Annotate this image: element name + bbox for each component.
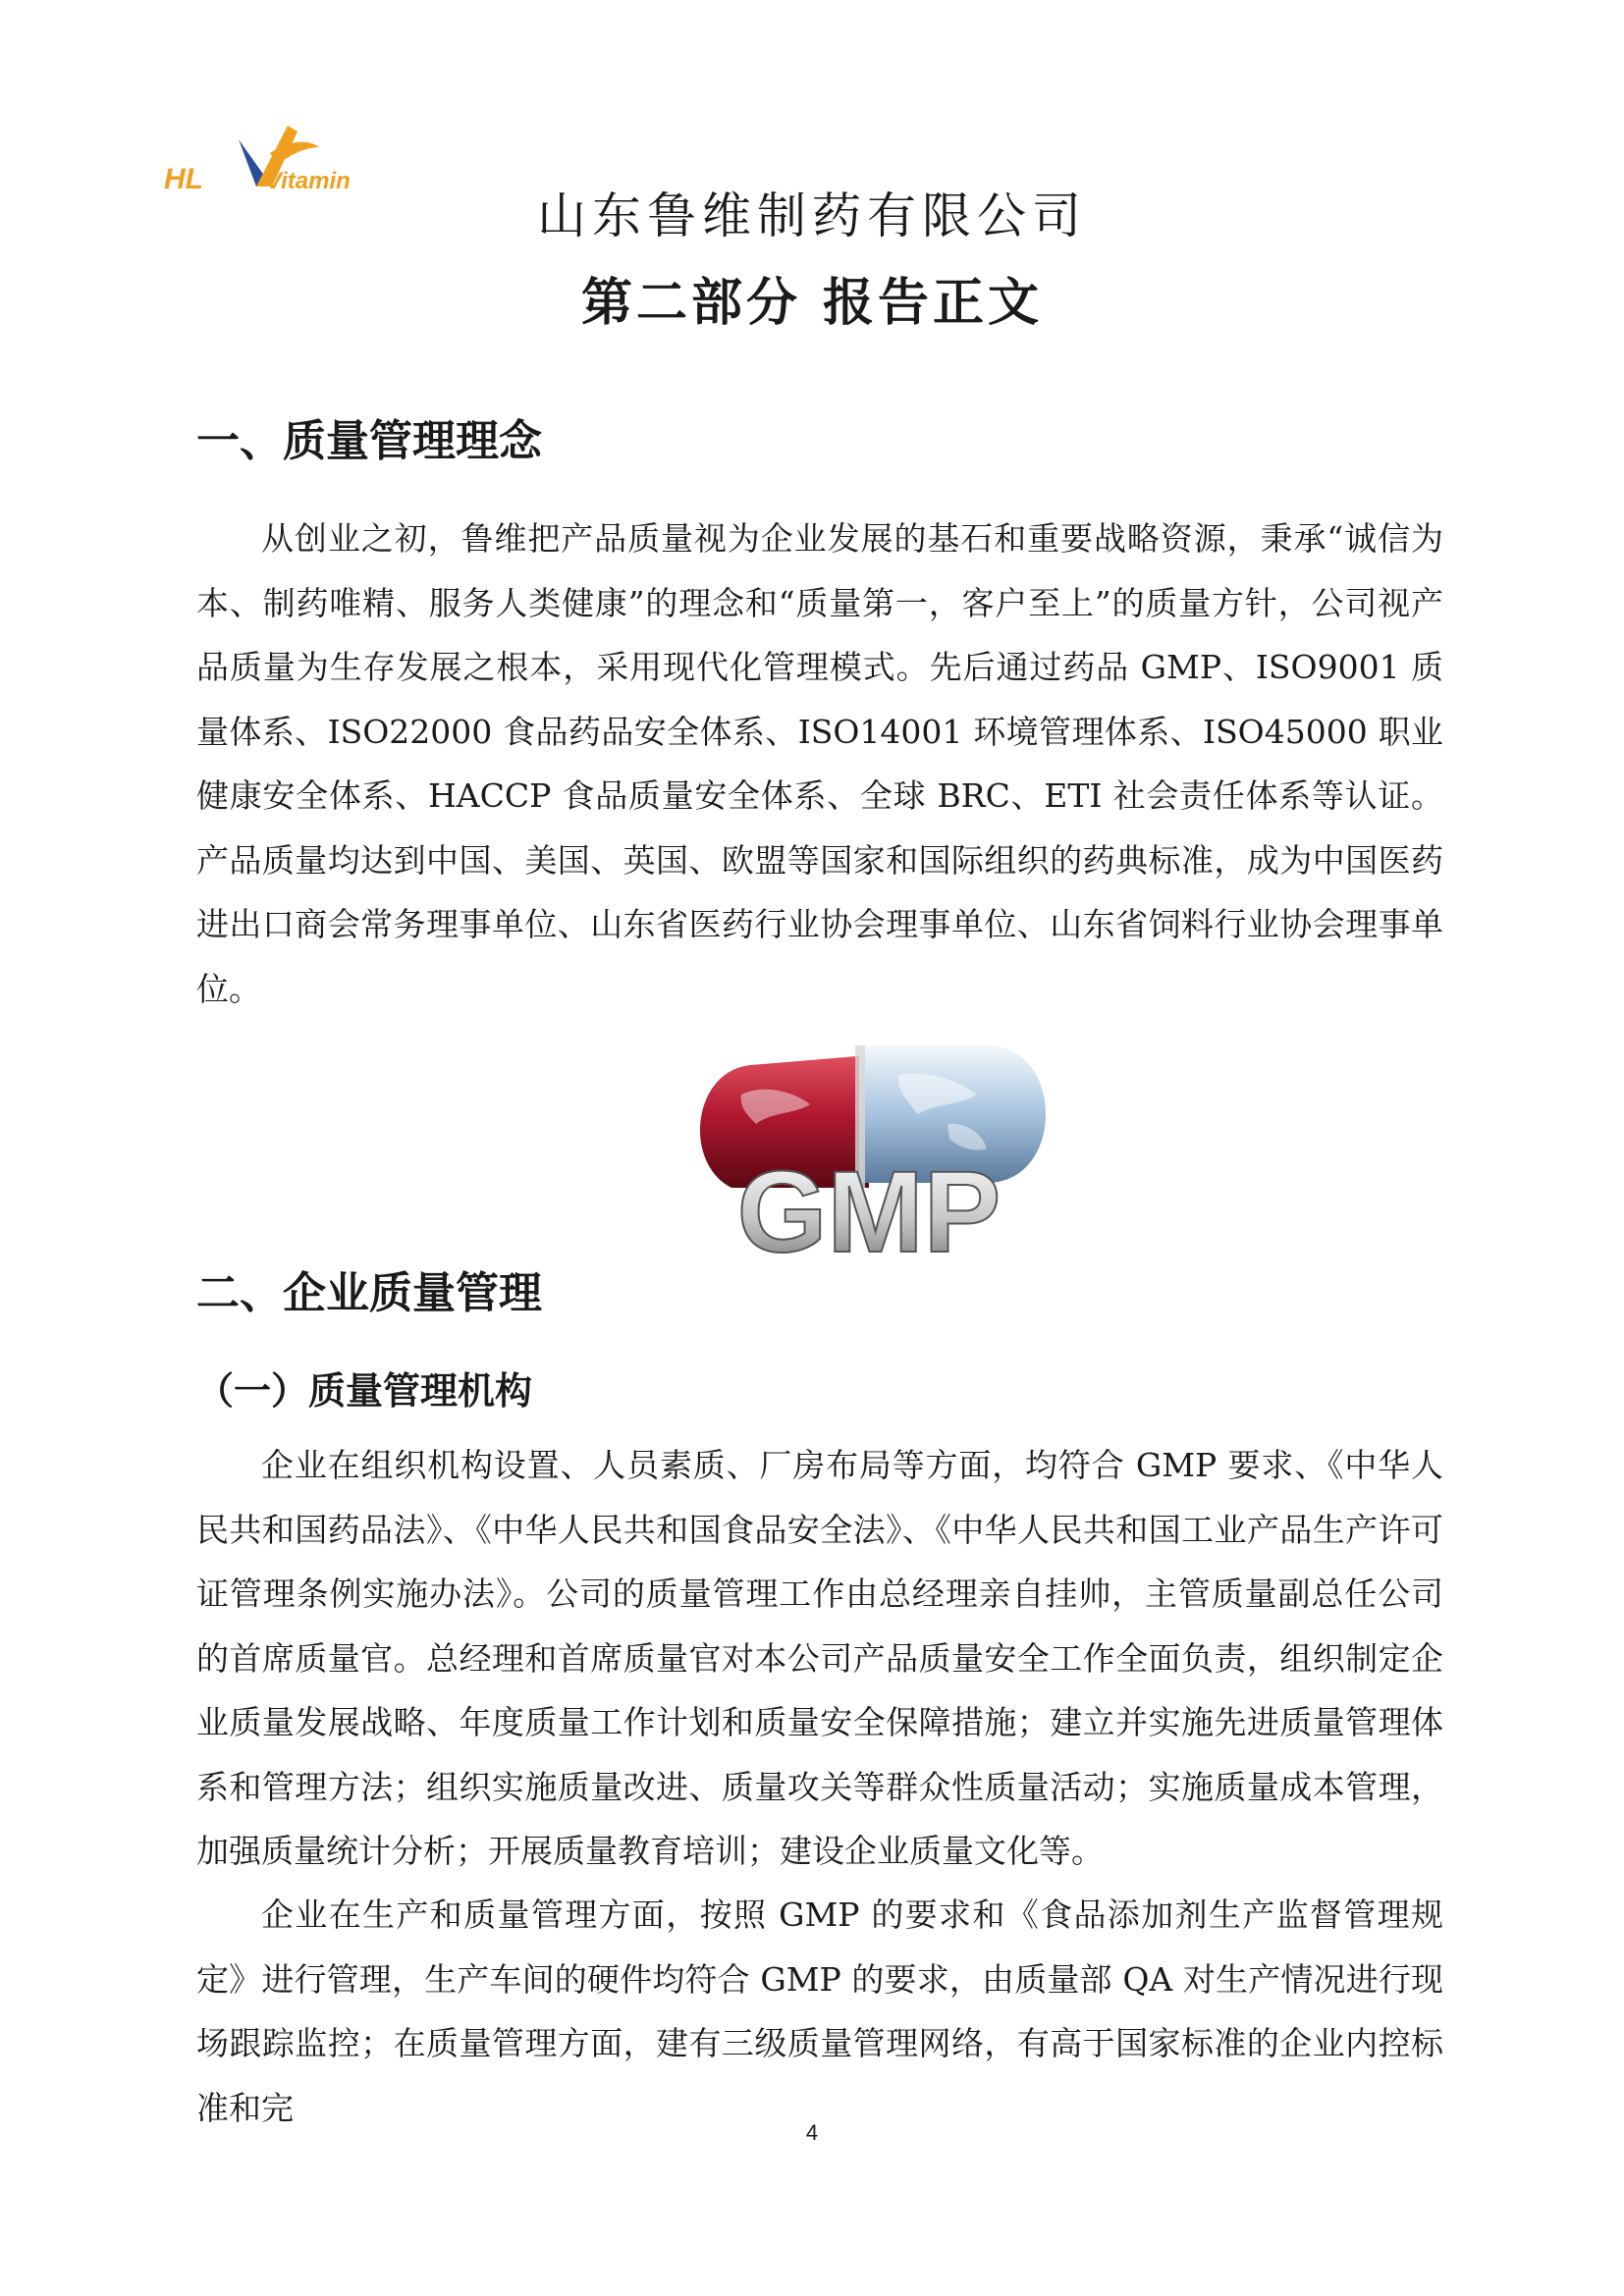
section-2-heading: 二、企业质量管理 xyxy=(196,1268,542,1318)
section-2-paragraph-2: 企业在生产和质量管理方面，按照 GMP 的要求和《食品添加剂生产监督管理规定》进行管理，生产车间的硬件均符合 GMP 的要求，由质量部 QA 对生产情况进行现场跟踪监控；在质量管理方面，建有三级质量管理网络，有高于国家标准的企业内控标准和完 xyxy=(196,1896,1443,2127)
page-number: 4 xyxy=(805,2120,819,2145)
section-2-paragraph-1: 企业在组织机构设置、人员素质、厂房布局等方面，均符合 GMP 要求、《中华人民共和国药品法》、《中华人民共和国食品安全法》、《中华人民共和国工业产品生产许可证管理条例实施办法》。公司的质量管理工作由总经理亲自挂帅，主管质量副总任公司的首席质量官。总经理和首席质量官对本公司产品质量安全工作全面负责，组织制定企业质量发展战略、年度质量工作计划和质量安全保障措施；建立并实施先进质量管理体系和管理方法；组织实施质量改进、质量攻关等群众性质量活动；实施质量成本管理，加强质量统计分析；开展质量教育培训；建设企业质量文化等。 xyxy=(196,1446,1443,1870)
gmp-capsule-image xyxy=(663,1016,1075,1301)
logo-text-left: HL xyxy=(164,163,203,195)
section-1-heading: 一、质量管理理念 xyxy=(196,416,542,466)
section-1-paragraph: 从创业之初，鲁维把产品质量视为企业发展的基石和重要战略资源，秉承“诚信为本、制药唯精、服务人类健康”的理念和“质量第一，客户至上”的质量方针，公司视产品质量为生存发展之根本，采用现代化管理模式。先后通过药品 GMP、ISO9001 质量体系、ISO22000 食品药品安全体系、ISO14001 环境管理体系、ISO45000 职业健康安全体系、HACCP 食品质量安全体系、全球 BRC、ETI 社会责任体系等认证。产品质量均达到中国、美国、英国、欧盟等国家和国际组织的药典标准，成为中国医药进出口商会常务理事单位、山东省医药行业协会理事单位、山东省饲料行业协会理事单位。 xyxy=(196,519,1443,1008)
gmp-capsule-icon xyxy=(663,1016,1075,1301)
logo-text-right: Vitamin xyxy=(266,168,351,194)
part-title: 第二部分 报告正文 xyxy=(580,273,1044,333)
section-2-subheading: （一）质量管理机构 xyxy=(196,1368,533,1413)
gmp-label: GMP xyxy=(736,1148,1001,1277)
company-name: 山东鲁维制药有限公司 xyxy=(537,187,1087,244)
